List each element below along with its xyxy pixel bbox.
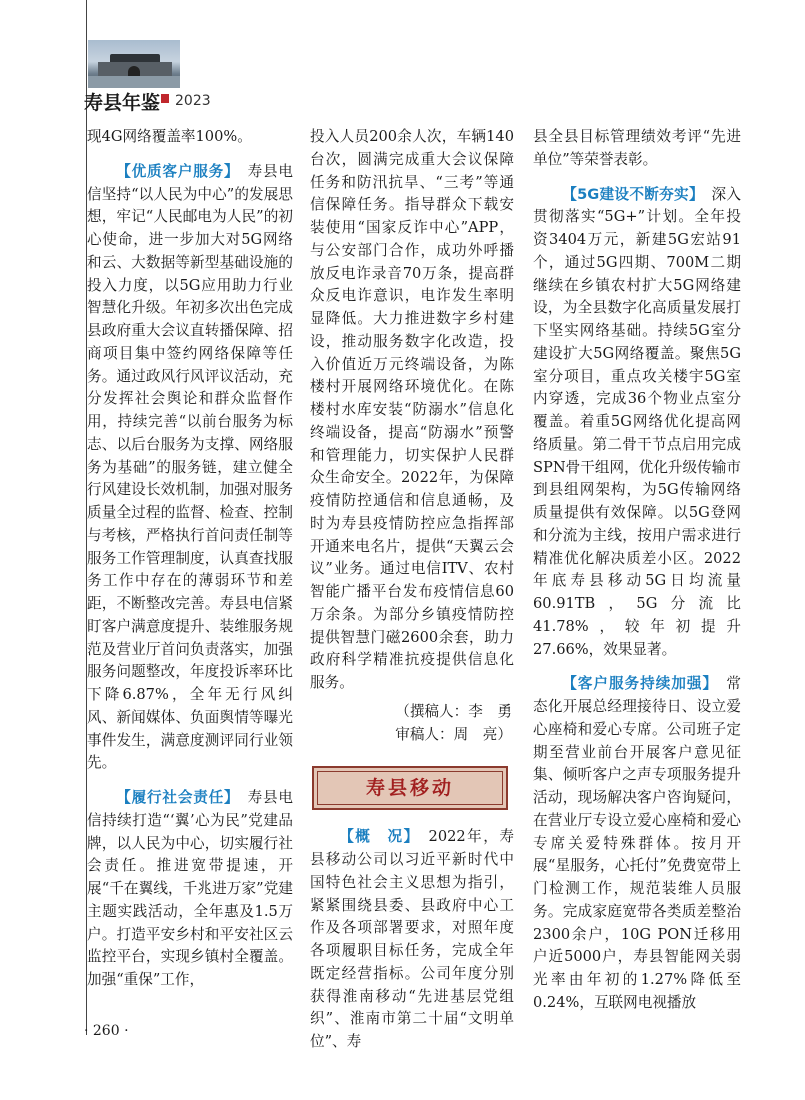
logo-year: 2023 (175, 93, 211, 109)
paragraph-text: 寿县电信坚持“以人民为中心”的发展思想，牢记“人民邮电为人民”的初心使命，进一步加大对5G网络和云、大数据等新型基础设施的投入力度，以5G应用助力行业智慧化升级。年初多次出色完成县政府重大会议直转播保障、招商项目集中签约网络保障等任务。通过政风行风评议活动，充分发挥社会舆论和群众监督作用，持续完善“以前台服务为标志、以后台服务为支撑、网络服务为基础”的服务链，建立健全行风建设长效机制，加强对服务质量全过程的监督、检查、控制与考核，严格执行首问责任制等服务工作管理制度，认真查找服务工作中存在的薄弱环节和差距，不断整改完善。寿县电信紧盯客户满意度提升、装维服务规范及营业厅首问负责落实，加强服务问题整改，年度投诉率环比下降6.87%，全年无行风纠风、新闻媒体、负面舆情等曝光事件发生，满意度测评同行业领先。 (87, 162, 293, 772)
paragraph: 现4G网络覆盖率100%。 (87, 128, 252, 145)
paragraph (533, 184, 741, 662)
section-tag: 【客户服务持续加强】 (562, 675, 711, 693)
section-tag: 【5G建设不断夯实】 (562, 185, 697, 203)
paragraph: 投入人员200余人次，车辆140台次，圆满完成重大会议保障任务和防汛抗旱、“三考”等通信保障任务。指导群众下载安装使用“国家反诈中心”APP，与公安部门合作，成功外呼播放反电诈录音70万条，提高群众反电诈意识，电诈发生率明显降低。大力推进数字乡村建设，推动服务数字化改造，投入价值近万元终端设备，为陈楼村开展网络环境优化。在陈楼村水库安装“防溺水”信息化终端设备，提高“防溺水”预警和管理能力，切实保护人民群众生命安全。2022年，为保障疫情防控通信和信息通畅，及时为寿县疫情防控应急指挥部开通来电名片，提供“天翼云会议”业务。通过电信ITV、农村智能广播平台发布疫情信息60万余条。为部分乡镇疫情防控提供智慧门磁2600余套，助力政府科学精准抗疫提供信息化服务。 (310, 128, 514, 691)
logo-text: 寿县年鉴 (84, 91, 161, 114)
section-heading-box (312, 766, 508, 810)
paragraph: 县全县目标管理绩效考评“先进单位”等荣誉表彰。 (533, 128, 741, 168)
paragraph (87, 161, 293, 775)
paragraph-text: 寿县电信持续打造“‘翼’心为民”党建品牌，以人民为中心，切实履行社会责任。推进宽带提速，开展“千在翼线，千兆进万家”党建主题实践活动，全年惠及1.5万户。打造平安乡村和平安社区云监控平台，实现乡镇村全覆盖。加强“重保”工作， (87, 789, 293, 988)
column-1 (87, 126, 293, 992)
byline-reviewer: 审稿人：周 亮） (395, 725, 512, 743)
header-photo (88, 40, 180, 88)
paragraph (533, 673, 741, 1014)
section-title: 寿县移动 (365, 776, 454, 799)
paragraph-text: 深入贯彻落实“5G+”计划。全年投资3404万元，新建5G宏站91个，通过5G四期、700M二期继续在乡镇农村扩大5G网络建设，为全县数字化高质量发展打下坚实网络基础。持续5G室分建设扩大5G网络覆盖。聚焦5G室分项目，重点攻关楼宇5G室内穿透，完成36个物业点室分覆盖。着重5G网络优化提高网络质量。第二骨干节点启用完成SPN骨干组网，优化升级传输市到县组网架构，为5G传输网络质量提供有效保障。以5G登网和分流为主线，按用户需求进行精准优化解决质差小区。2022年底寿县移动5G日均流量60.91TB，5G分流比41.78%，较年初提升27.66%，效果显著。 (533, 185, 741, 658)
column-2 (310, 126, 514, 1054)
paragraph (310, 826, 514, 1054)
paragraph-text: 2022年，寿县移动公司以习近平新时代中国特色社会主义思想为指引，紧紧围绕县委、县政府中心工作及各项部署要求，对照年度各项履职目标任务，完成全年既定经营指标。公司年度分别获得淮南移动“先进基层党组织”、淮南市第二十届“文明单位”、寿 (310, 828, 514, 1050)
logo-seal-icon (161, 94, 169, 103)
section-tag: 【优质客户服务】 (116, 162, 233, 180)
page-number: · 260 · (84, 1023, 129, 1039)
byline-writer: （撰稿人：李 勇 (395, 702, 512, 720)
byline (310, 701, 514, 747)
section-tag: 【概 况】 (339, 828, 413, 846)
paragraph (87, 787, 293, 992)
column-3 (533, 126, 741, 1015)
yearbook-logo (84, 88, 211, 114)
section-tag: 【履行社会责任】 (116, 789, 233, 806)
paragraph-text: 常态化开展总经理接待日、设立爱心座椅和爱心专席。公司班子定期至营业前台开展客户意见征集、倾听客户之声专项服务提升活动，现场解决客户咨询疑问，在营业厅专设立爱心座椅和爱心专席关爱特殊群体。按月开展“星服务，心托付”免费宽带上门检测工作，规范装维人员服务。完成家庭宽带各类质差整治2300余户，10G PON迁移用户近5000户，寿县智能网关弱光率由年初的1.27%降低至0.24%，互联网电视播放 (533, 675, 741, 1011)
